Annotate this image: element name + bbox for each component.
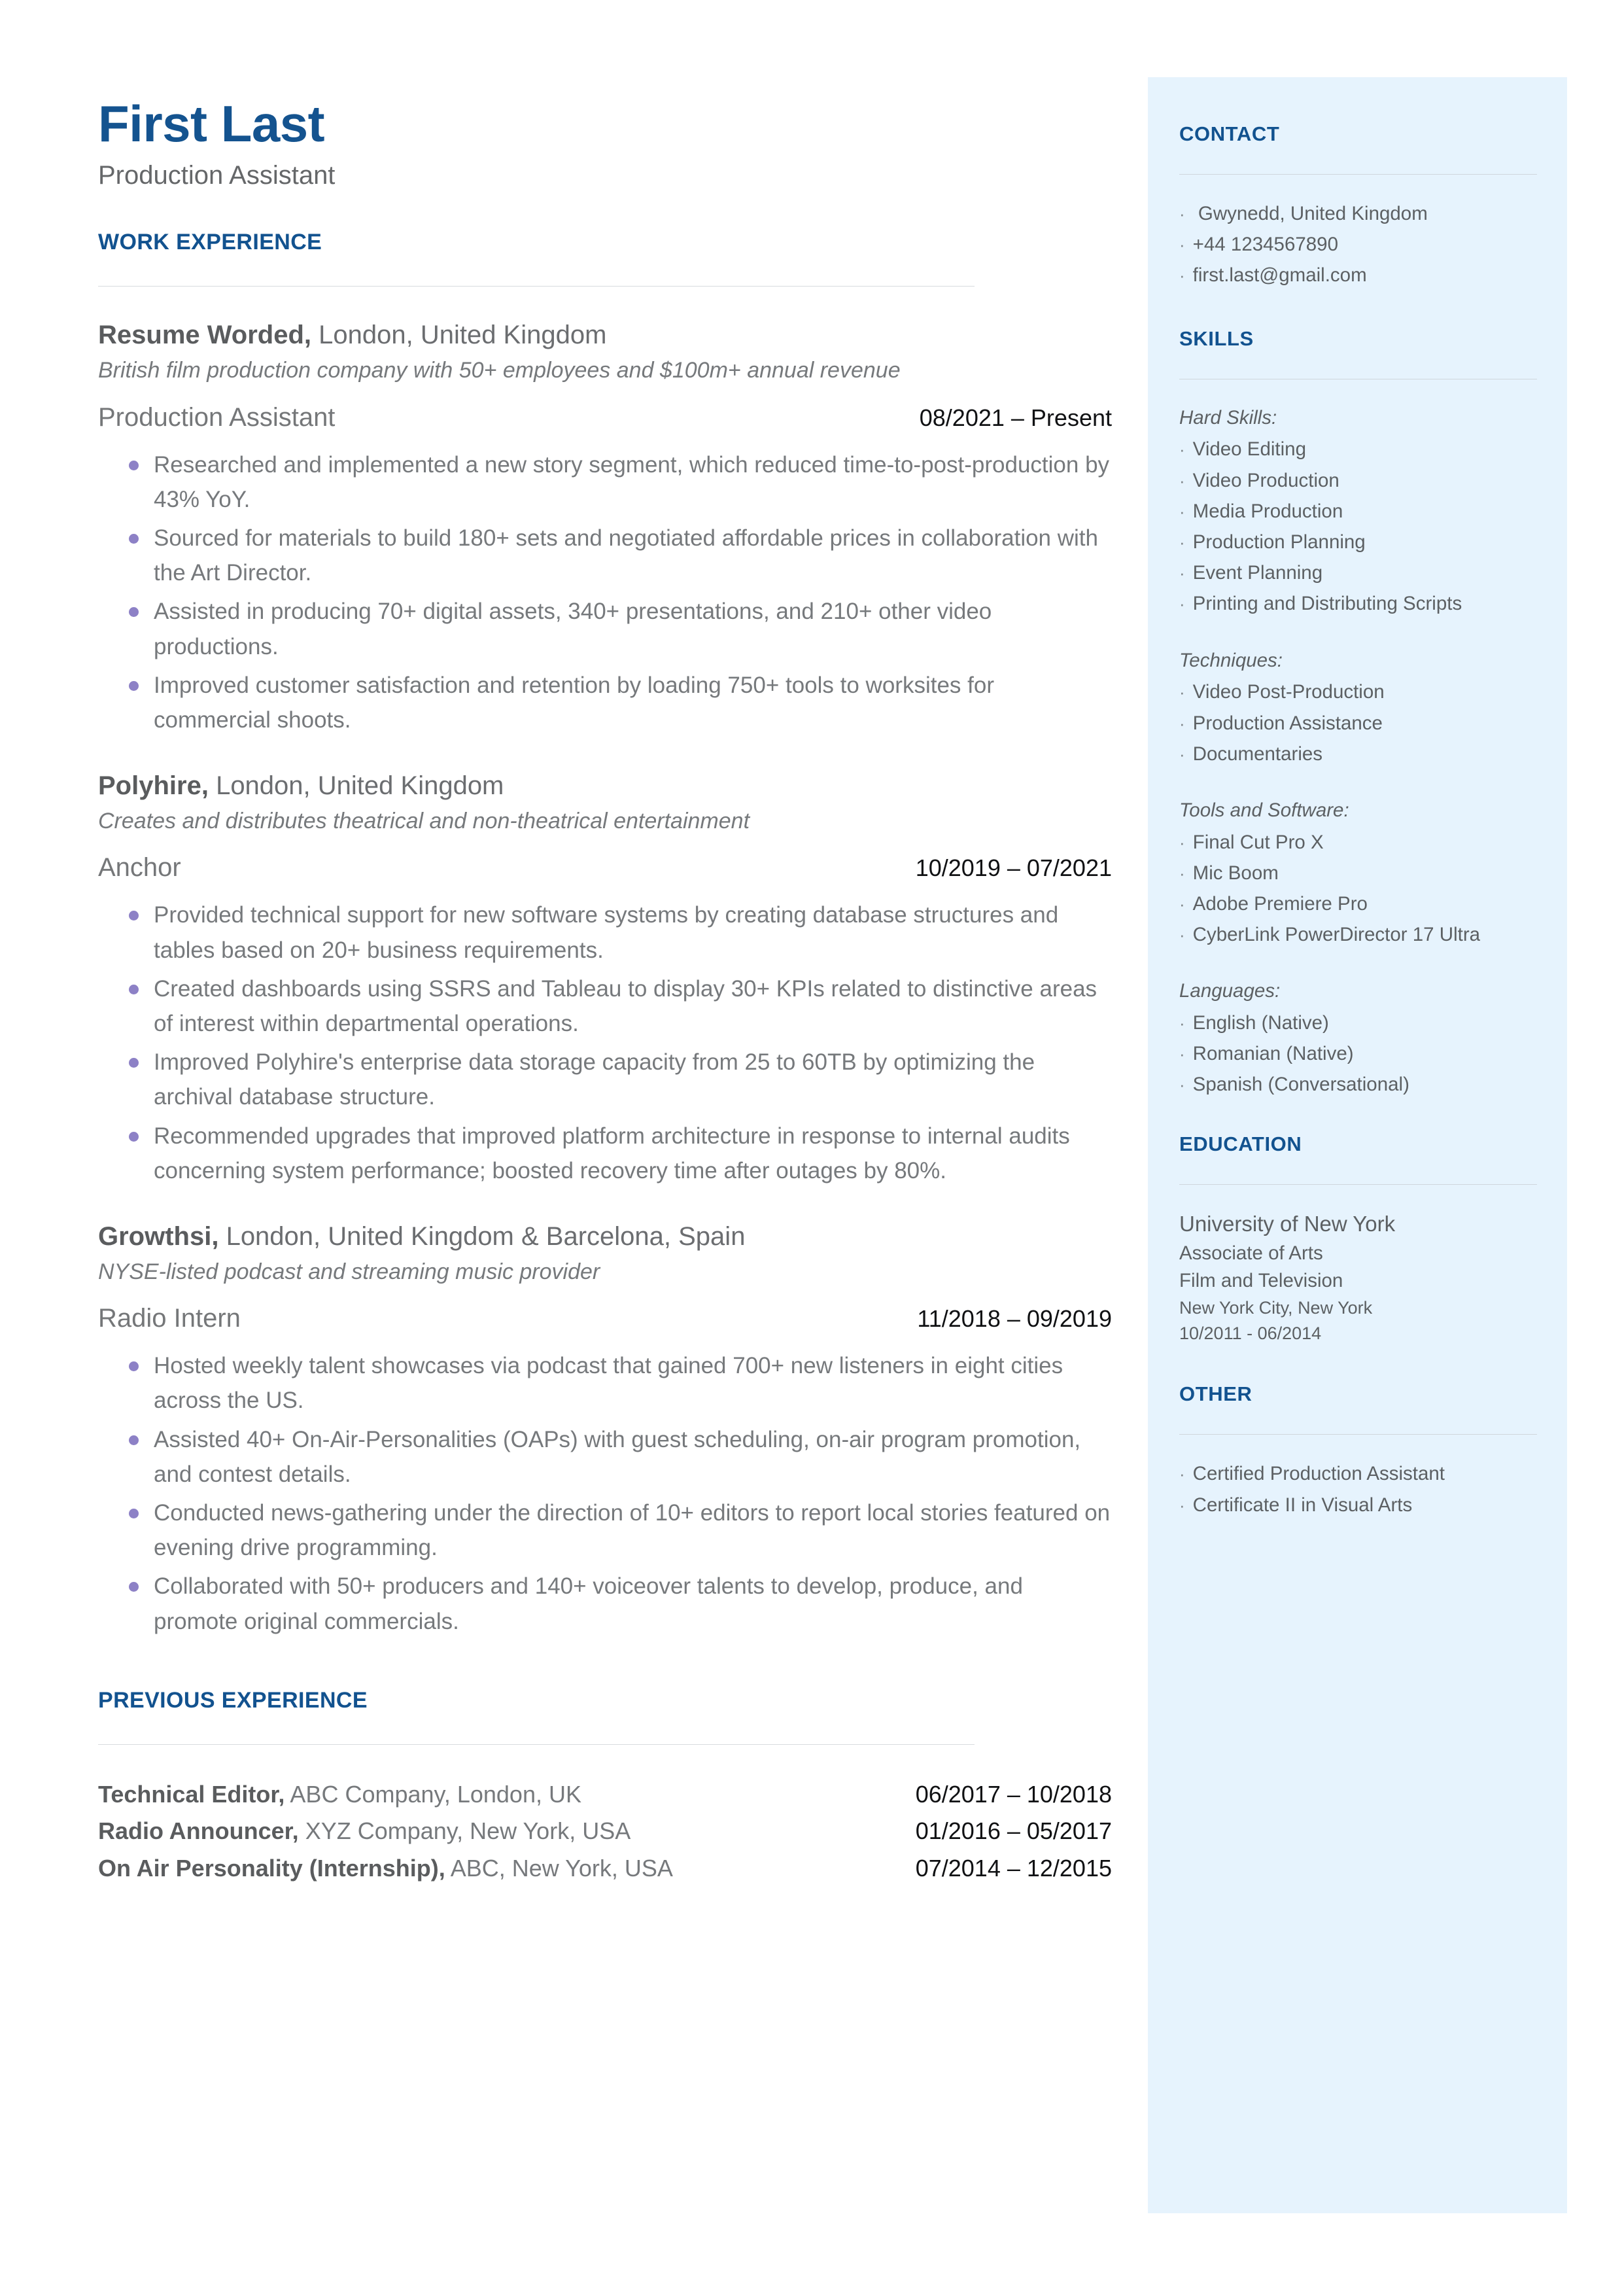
divider-work-experience (98, 286, 975, 287)
role-dates: 11/2018 – 09/2019 (917, 1305, 1112, 1333)
company-description: British film production company with 50+ employees and $100m+ annual revenue (98, 358, 901, 383)
skills-item (1179, 827, 1537, 858)
page-title: First Last (98, 95, 325, 152)
previous-experience-detail: ABC Company, London, UK (285, 1781, 581, 1808)
bullet-dot-icon: · (1179, 1075, 1185, 1095)
company-line (98, 769, 1112, 803)
divider-education (1179, 1184, 1537, 1185)
education-dates: 10/2011 - 06/2014 (1179, 1323, 1322, 1344)
skills-block (1179, 403, 1537, 1100)
previous-experience-detail: XYZ Company, New York, USA (298, 1817, 631, 1845)
bullet-dot-icon: · (1179, 594, 1185, 614)
bullet-dot-icon: · (1179, 204, 1185, 224)
skills-group (1179, 976, 1537, 1100)
role-dates: 08/2021 – Present (919, 404, 1112, 431)
skills-group-label: Languages: (1179, 980, 1281, 1002)
previous-experience-detail: ABC, New York, USA (445, 1854, 673, 1882)
skills-item-label: Video Editing (1192, 438, 1306, 461)
skills-item (1179, 1069, 1537, 1100)
role-row (98, 1303, 1112, 1334)
bullet-dot-icon: · (1179, 533, 1185, 553)
contact-item-label: +44 1234567890 (1192, 234, 1338, 256)
other-block (1179, 1458, 1537, 1520)
previous-experience-label (98, 1814, 631, 1848)
skills-group (1179, 646, 1537, 769)
other-item (1179, 1458, 1537, 1489)
bullet-dot-icon: · (1179, 744, 1185, 764)
company-name: Polyhire, (98, 771, 209, 801)
previous-experience-row (98, 1778, 1112, 1812)
role-bullet: Assisted in producing 70+ digital assets, 340+ presentations, and 210+ other video productions. (98, 594, 1112, 663)
bullet-dot-icon: · (1179, 1464, 1185, 1484)
skills-item (1179, 858, 1537, 888)
skills-item-label: Production Assistance (1192, 712, 1383, 734)
bullet-dot-icon: · (1179, 925, 1185, 945)
company-description: NYSE-listed podcast and streaming music provider (98, 1259, 600, 1284)
other-item-label: Certified Production Assistant (1192, 1463, 1445, 1485)
skills-item (1179, 888, 1537, 919)
sidebar-heading-other: OTHER (1179, 1382, 1253, 1406)
previous-experience-row (98, 1851, 1112, 1885)
skills-item-label: Video Post-Production (1192, 681, 1385, 703)
skills-item (1179, 465, 1537, 496)
previous-experience-label (98, 1851, 673, 1885)
contact-item (1179, 229, 1537, 260)
company-name: Growthsi, (98, 1221, 219, 1251)
other-list (1179, 1458, 1537, 1520)
other-item-label: Certificate II in Visual Arts (1192, 1494, 1413, 1516)
skills-item-label: Documentaries (1192, 743, 1323, 765)
company-location: London, United Kingdom (311, 321, 607, 350)
sidebar-heading-skills: SKILLS (1179, 326, 1254, 350)
divider-other (1179, 1434, 1537, 1435)
bullet-dot-icon: · (1179, 832, 1185, 852)
bullet-dot-icon: · (1179, 1495, 1185, 1515)
skills-group-label: Tools and Software: (1179, 799, 1349, 821)
education-field: Film and Television (1179, 1270, 1343, 1292)
role-bullet: Provided technical support for new software systems by creating database structures and tables based on 20+ business requirements. (98, 898, 1112, 967)
contact-block (1179, 198, 1537, 291)
skills-item-label: Spanish (Conversational) (1192, 1074, 1409, 1096)
skills-item-label: Video Production (1192, 469, 1339, 491)
role-bullet-list (98, 447, 1112, 738)
skills-group-label: Techniques: (1179, 649, 1283, 671)
role-bullet-list (98, 1348, 1112, 1639)
work-experience-entry (98, 318, 1112, 737)
bullet-dot-icon: · (1179, 501, 1185, 521)
skills-list (1179, 1007, 1537, 1100)
skills-item (1179, 496, 1537, 527)
skills-item (1179, 1007, 1537, 1038)
skills-item-label: Printing and Distributing Scripts (1192, 593, 1462, 615)
company-line (98, 318, 1112, 352)
skills-item (1179, 676, 1537, 707)
work-experience-list (98, 318, 1112, 1638)
sidebar (1148, 77, 1567, 2213)
skills-list (1179, 676, 1537, 769)
company-name: Resume Worded, (98, 321, 311, 350)
bullet-dot-icon: · (1179, 440, 1185, 460)
bullet-dot-icon: · (1179, 235, 1185, 255)
education-degree: Associate of Arts (1179, 1242, 1323, 1264)
role-bullet: Improved Polyhire's enterprise data storage capacity from 25 to 60TB by optimizing the archival database structure. (98, 1045, 1112, 1114)
contact-item (1179, 198, 1537, 229)
education-school: University of New York (1179, 1211, 1396, 1236)
role-bullet: Researched and implemented a new story segment, which reduced time-to-post-production by 43% YoY. (98, 447, 1112, 517)
skills-item-label: CyberLink PowerDirector 17 Ultra (1192, 924, 1481, 946)
company-location: London, United Kingdom (208, 771, 504, 801)
section-heading-previous-experience: PREVIOUS EXPERIENCE (98, 1687, 368, 1713)
work-experience-entry (98, 769, 1112, 1188)
role-row (98, 852, 1112, 883)
company-location: London, United Kingdom & Barcelona, Spain (218, 1221, 746, 1251)
bullet-dot-icon: · (1179, 894, 1185, 914)
skills-item-label: Final Cut Pro X (1192, 831, 1324, 853)
previous-experience-dates: 01/2016 – 05/2017 (915, 1817, 1112, 1845)
role-bullet: Assisted 40+ On-Air-Personalities (OAPs) with guest scheduling, on-air program promotion, and contest details. (98, 1422, 1112, 1492)
previous-experience-role: On Air Personality (Internship), (98, 1854, 445, 1882)
section-heading-work-experience: WORK EXPERIENCE (98, 230, 322, 254)
skills-item-label: Production Planning (1192, 531, 1366, 553)
previous-experience-role: Technical Editor, (98, 1781, 285, 1808)
role-bullet-list (98, 898, 1112, 1188)
bullet-dot-icon: · (1179, 682, 1185, 703)
previous-experience-dates: 06/2017 – 10/2018 (915, 1781, 1112, 1808)
other-item (1179, 1490, 1537, 1520)
previous-experience-role: Radio Announcer, (98, 1817, 299, 1845)
divider-contact (1179, 174, 1537, 175)
education-block (1179, 1208, 1537, 1347)
main-column (98, 95, 1112, 1888)
company-description: Creates and distributes theatrical and non-theatrical entertainment (98, 809, 750, 834)
skills-item (1179, 434, 1537, 464)
role-bullet: Recommended upgrades that improved platform architecture in response to internal audits concerning system performance; boosted recovery time after outages by 80%. (98, 1119, 1112, 1188)
skills-group-label: Hard Skills: (1179, 406, 1277, 429)
divider-previous-experience (98, 1744, 975, 1745)
role-title: Anchor (98, 853, 181, 883)
role-bullet: Sourced for materials to build 180+ sets and negotiated affordable prices in collaboration with the Art Director. (98, 521, 1112, 590)
role-title: Radio Intern (98, 1304, 241, 1333)
skills-group (1179, 796, 1537, 950)
sidebar-heading-education: EDUCATION (1179, 1132, 1302, 1155)
skills-item-label: Event Planning (1192, 562, 1323, 584)
role-bullet: Conducted news-gathering under the direction of 10+ editors to report local stories featured on evening drive programming. (98, 1496, 1112, 1565)
company-line (98, 1219, 1112, 1253)
skills-item (1179, 1038, 1537, 1069)
skills-item (1179, 588, 1537, 619)
skills-item (1179, 557, 1537, 588)
skills-list (1179, 434, 1537, 619)
bullet-dot-icon: · (1179, 1013, 1185, 1034)
skills-item-label: Media Production (1192, 500, 1343, 522)
contact-list (1179, 198, 1537, 291)
role-bullet: Improved customer satisfaction and retention by loading 750+ tools to worksites for commercial shoots. (98, 668, 1112, 737)
skills-item-label: English (Native) (1192, 1012, 1329, 1034)
skills-item (1179, 527, 1537, 557)
previous-experience-row (98, 1814, 1112, 1848)
bullet-dot-icon: · (1179, 266, 1185, 286)
role-bullet: Collaborated with 50+ producers and 140+ voiceover talents to develop, produce, and promote original commercials. (98, 1569, 1112, 1638)
skills-list (1179, 827, 1537, 951)
contact-item-label: first.last@gmail.com (1192, 264, 1367, 287)
role-row (98, 402, 1112, 433)
skills-item-label: Adobe Premiere Pro (1192, 892, 1368, 915)
skills-item-label: Mic Boom (1192, 862, 1279, 884)
bullet-dot-icon: · (1179, 713, 1185, 733)
skills-item-label: Romanian (Native) (1192, 1043, 1354, 1065)
role-dates: 10/2019 – 07/2021 (915, 854, 1112, 882)
skills-group (1179, 403, 1537, 620)
skills-item (1179, 919, 1537, 950)
contact-item (1179, 260, 1537, 290)
work-experience-entry (98, 1219, 1112, 1639)
bullet-dot-icon: · (1179, 863, 1185, 883)
bullet-dot-icon: · (1179, 1044, 1185, 1064)
previous-experience-list (98, 1778, 1112, 1885)
role-title: Production Assistant (98, 402, 336, 432)
contact-item-label: Gwynedd, United Kingdom (1192, 203, 1428, 225)
role-bullet: Created dashboards using SSRS and Tableau to display 30+ KPIs related to distinctive areas of interest within departmental operations. (98, 972, 1112, 1041)
bullet-dot-icon: · (1179, 563, 1185, 584)
bullet-dot-icon: · (1179, 470, 1185, 491)
education-location: New York City, New York (1179, 1298, 1373, 1318)
role-bullet: Hosted weekly talent showcases via podcast that gained 700+ new listeners in eight cities across the US. (98, 1348, 1112, 1418)
header-subtitle: Production Assistant (98, 161, 336, 190)
skills-item (1179, 708, 1537, 739)
skills-item (1179, 739, 1537, 769)
previous-experience-label (98, 1778, 581, 1812)
previous-experience-dates: 07/2014 – 12/2015 (915, 1854, 1112, 1882)
sidebar-heading-contact: CONTACT (1179, 122, 1280, 145)
